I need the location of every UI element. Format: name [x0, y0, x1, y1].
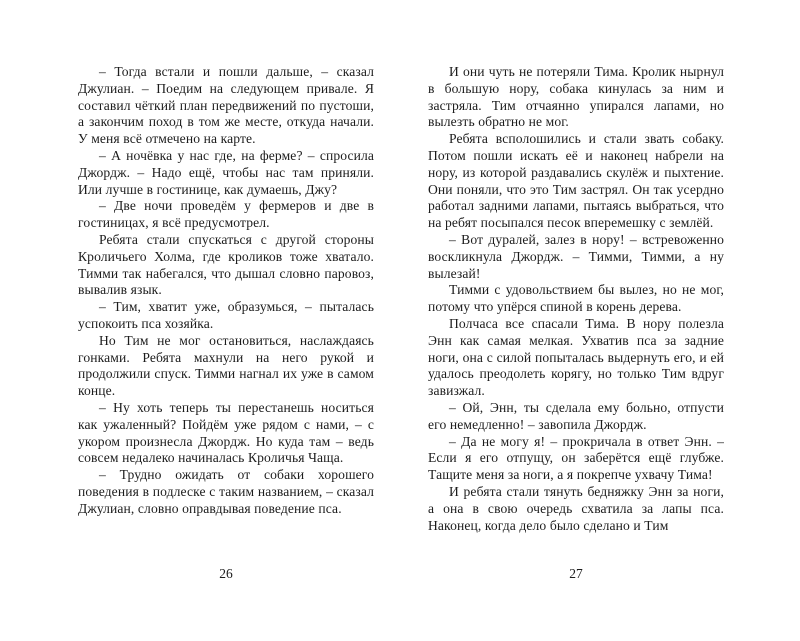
paragraph: – Две ночи проведём у фермеров и две в гостиницах, я всё предусмотрел.: [78, 198, 374, 231]
paragraph: Ребята стали спускаться с другой стороны Кроличьего Холма, где кроликов тоже хватало. Тимми так набегался, что дышал словно паровоз, вывалив язык.: [78, 231, 374, 298]
paragraph: – Да не могу я! – прокричала в ответ Энн. – Если я его отпущу, он заберётся ещё глубже. Тащите меня за ноги, а я покрепче ухвачу Тима!: [428, 433, 724, 483]
paragraph: – Вот дуралей, залез в нору! – встревоженно воскликнула Джордж. – Тимми, Тимми, а ну вылезай!: [428, 231, 724, 281]
right-page-text: [428, 64, 724, 534]
paragraph: Но Тим не мог остановиться, наслаждаясь гонками. Ребята махнули на него рукой и продолжили спуск. Тимми нагнал их уже в самом конце.: [78, 332, 374, 399]
paragraph: И ребята стали тянуть бедняжку Энн за ноги, а она в свою очередь схватила за лапы пса. Наконец, когда дело было сделано и Тим: [428, 483, 724, 533]
paragraph: – Трудно ожидать от собаки хорошего поведения в подлеске с таким названием, – сказал Джулиан, словно оправдывая поведение пса.: [78, 467, 374, 516]
paragraph: Полчаса все спасали Тима. В нору полезла Энн как самая мелкая. Ухватив пса за задние ноги, она с силой попыталась выдернуть его, и ей удалось преодолеть корягу, но только Тим вдруг завизжал.: [428, 315, 724, 399]
paragraph: – Ну хоть теперь ты перестанешь носиться как ужаленный? Пойдём уже рядом с нами, – с укором произнесла Джордж. Но куда там – ведь совсем недалеко начиналась Кроличья Чаща.: [78, 399, 374, 466]
paragraph: – Тим, хватит уже, образумься, – пыталась успокоить пса хозяйка.: [78, 299, 374, 331]
paragraph: – Тогда встали и пошли дальше, – сказал Джулиан. – Поедим на следующем привале. Я составил чёткий план передвижений по пустоши, а закончим поход в том же месте, откуда начали. У меня всё отмечено на карте.: [78, 64, 374, 147]
paragraph: Ребята всполошились и стали звать собаку. Потом пошли искать её и наконец набрели на нору, из которой раздавались скулёж и пыхтение. Они поняли, что это Тим застрял. Он так усердно работал задними лапами, пытаясь выбраться, что на ребят посыпался песок вперемешку с землёй.: [428, 131, 724, 231]
left-page-text: [78, 64, 374, 518]
right-page: [428, 64, 724, 534]
paragraph: И они чуть не потеряли Тима. Кролик нырнул в большую нору, собака кинулась за ним и застряла. Тим отчаянно упирался лапами, но вылезть обратно не мог.: [428, 64, 724, 130]
paragraph: Тимми с удовольствием бы вылез, но не мог, потому что упёрся спиной в корень дерева.: [428, 282, 724, 315]
paragraph: – А ночёвка у нас где, на ферме? – спросила Джордж. – Надо ещё, чтобы нас там приняли. Или лучше в гостинице, как думаешь, Джу?: [78, 147, 374, 197]
left-page-number: 26: [219, 566, 233, 581]
right-page-number: 27: [569, 566, 583, 581]
paragraph: – Ой, Энн, ты сделала ему больно, отпусти его немедленно! – завопила Джордж.: [428, 399, 724, 432]
left-page: [78, 64, 374, 518]
